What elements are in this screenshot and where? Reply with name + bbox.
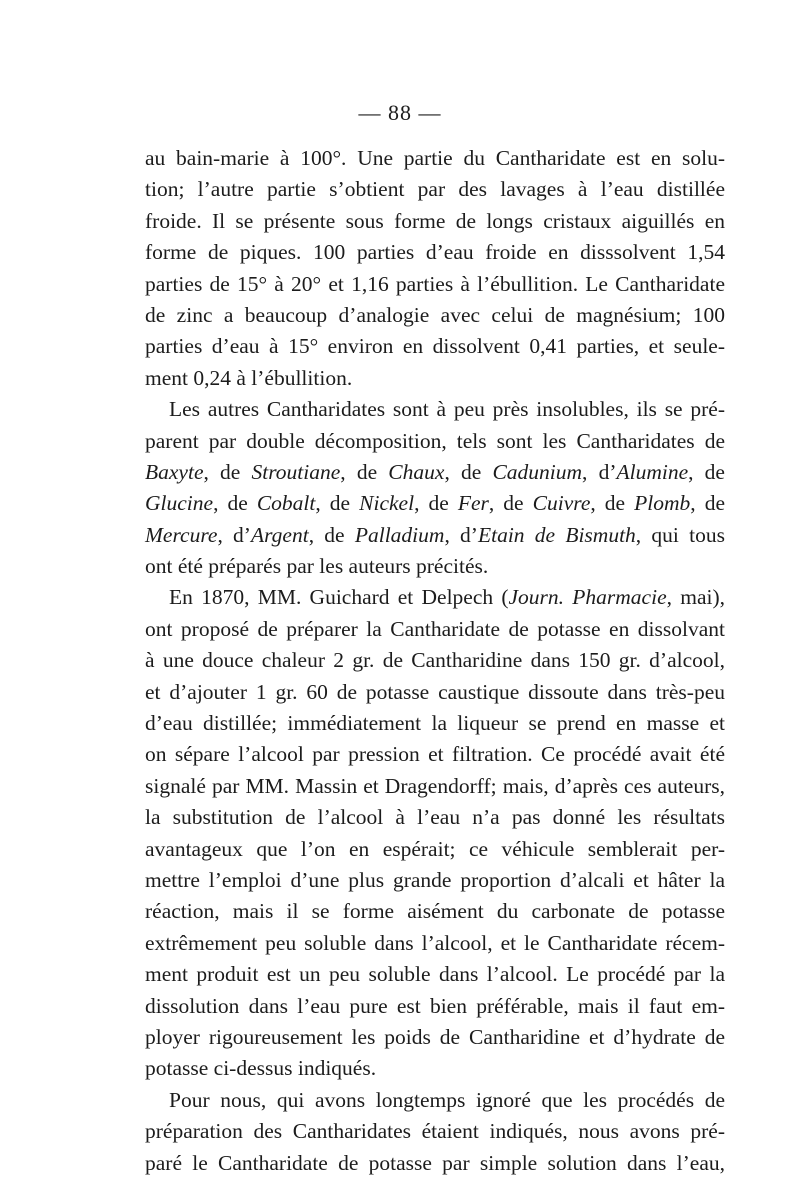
italic-term: Glucine bbox=[145, 491, 214, 516]
text-line bbox=[145, 331, 725, 362]
text-segment: , de bbox=[690, 491, 725, 516]
text-line bbox=[145, 928, 725, 959]
text-line bbox=[145, 1085, 725, 1116]
text-segment: En 1870, MM. Guichard et Delpech ( bbox=[169, 585, 509, 610]
italic-term: Alumine bbox=[616, 459, 689, 484]
text-segment: paré le Cantharidate de potasse par simple solution dans l’eau, bbox=[145, 1150, 725, 1175]
italic-term: Argent bbox=[250, 522, 309, 547]
italic-term: Fer bbox=[457, 491, 489, 516]
italic-term: Cadunium bbox=[492, 459, 583, 484]
text-segment: parties d’eau à 15° environ en dissolvent 0,41 parties, et seule- bbox=[145, 334, 725, 359]
text-segment: ment 0,24 à l’ébullition. bbox=[145, 365, 353, 390]
italic-term: Stroutiane bbox=[251, 459, 341, 484]
text-segment: , de bbox=[203, 459, 252, 484]
text-segment: ployer rigoureusement les poids de Cantharidine et d’hydrate de bbox=[145, 1024, 725, 1049]
italic-term: Baxyte bbox=[145, 459, 204, 484]
italic-term: Etain de Bismuth bbox=[477, 522, 636, 547]
text-line bbox=[145, 645, 725, 676]
text-segment: Les autres Cantharidates sont à peu près insolubles, ils se pré- bbox=[169, 397, 725, 422]
text-line bbox=[145, 991, 725, 1022]
text-line bbox=[145, 394, 725, 425]
text-line bbox=[145, 1022, 725, 1053]
text-line bbox=[145, 300, 725, 331]
text-segment: mettre l’emploi d’une plus grande proportion d’alcali et hâter la bbox=[145, 867, 725, 892]
text-segment: parent par double décomposition, tels sont les Cantharidates de bbox=[145, 428, 725, 453]
text-segment: , de bbox=[315, 491, 360, 516]
text-line bbox=[145, 896, 725, 927]
text-line bbox=[145, 739, 725, 770]
text-line bbox=[145, 1116, 725, 1147]
text-segment: la substitution de l’alcool à l’eau n’a pas donné les résultats bbox=[145, 805, 725, 830]
text-segment: , d’ bbox=[217, 522, 251, 547]
text-segment: forme de piques. 100 parties d’eau froide en disssolvent 1,54 bbox=[145, 240, 725, 265]
text-segment: au bain-marie à 100°. Une partie du Cantharidate est en solu- bbox=[145, 146, 725, 170]
text-line bbox=[145, 174, 725, 205]
text-segment: Pour nous, qui avons longtemps ignoré que les procédés de bbox=[169, 1087, 725, 1112]
text-segment: ont été préparés par les auteurs précités. bbox=[145, 554, 489, 579]
text-segment: , mai), bbox=[666, 585, 725, 610]
text-line bbox=[145, 959, 725, 990]
text-segment: on sépare l’alcool par pression et filtration. Ce procédé avait été bbox=[145, 742, 725, 767]
text-segment: réaction, mais il se forme aisément du carbonate de potasse bbox=[145, 899, 725, 924]
text-segment: ment produit est un peu soluble dans l’alcool. Le procédé par la bbox=[145, 962, 725, 987]
text-segment: signalé par MM. Massin et Dragendorff; mais, d’après ces auteurs, bbox=[145, 773, 725, 798]
italic-term: Palladium bbox=[354, 522, 445, 547]
text-line bbox=[145, 771, 725, 802]
text-line bbox=[145, 488, 725, 519]
text-line bbox=[145, 520, 725, 551]
italic-term: Journ. Pharmacie bbox=[508, 585, 667, 610]
text-line bbox=[145, 237, 725, 268]
text-line bbox=[145, 426, 725, 457]
text-segment: à une douce chaleur 2 gr. de Cantharidine dans 150 gr. d’alcool, bbox=[145, 648, 725, 673]
text-segment: , de bbox=[688, 459, 725, 484]
text-line bbox=[145, 614, 725, 645]
text-segment: , qui tous bbox=[635, 522, 725, 547]
text-segment: parties de 15° à 20° et 1,16 parties à l’ébullition. Le Cantharidate bbox=[145, 271, 725, 296]
text-line bbox=[145, 865, 725, 896]
text-line bbox=[145, 551, 725, 582]
text-segment: tion; l’autre partie s’obtient par des lavages à l’eau distillée bbox=[145, 177, 725, 202]
text-segment: , de bbox=[488, 491, 533, 516]
text-line bbox=[145, 363, 725, 394]
text-segment: , de bbox=[590, 491, 635, 516]
italic-term: Cobalt bbox=[256, 491, 316, 516]
text-segment: préparation des Cantharidates étaient indiqués, nous avons pré- bbox=[145, 1119, 725, 1144]
text-line bbox=[145, 206, 725, 237]
text-line bbox=[145, 802, 725, 833]
text-segment: , de bbox=[213, 491, 257, 516]
italic-term: Nickel bbox=[359, 491, 415, 516]
text-segment: , de bbox=[444, 459, 493, 484]
text-segment: , de bbox=[414, 491, 458, 516]
page-number: — 88 — bbox=[358, 100, 442, 125]
italic-term: Plomb bbox=[634, 491, 691, 516]
text-segment: avantageux que l’on en espérait; ce véhicule semblerait per- bbox=[145, 836, 725, 861]
text-line bbox=[145, 708, 725, 739]
text-segment: d’eau distillée; immédiatement la liqueur se prend en masse et bbox=[145, 711, 725, 736]
italic-term: Mercure bbox=[145, 522, 218, 547]
text-segment: potasse ci-dessus indiqués. bbox=[145, 1056, 377, 1081]
body-text bbox=[145, 143, 725, 1179]
text-line bbox=[145, 582, 725, 613]
text-line bbox=[145, 834, 725, 865]
text-segment: , de bbox=[340, 459, 389, 484]
italic-term: Cuivre bbox=[532, 491, 591, 516]
text-line bbox=[145, 457, 725, 488]
text-segment: dissolution dans l’eau pure est bien préférable, mais il faut em- bbox=[145, 993, 725, 1018]
text-segment: de zinc a beaucoup d’analogie avec celui de magnésium; 100 bbox=[145, 302, 725, 327]
text-segment: , de bbox=[308, 522, 355, 547]
text-segment: extrêmement peu soluble dans l’alcool, et le Cantharidate récem- bbox=[145, 930, 725, 955]
text-line bbox=[145, 677, 725, 708]
text-line bbox=[145, 269, 725, 300]
italic-term: Chaux bbox=[388, 459, 445, 484]
text-segment: ont proposé de préparer la Cantharidate de potasse en dissolvant bbox=[145, 616, 725, 641]
text-line bbox=[145, 1053, 725, 1084]
text-segment: , d’ bbox=[444, 522, 478, 547]
text-segment: froide. Il se présente sous forme de longs cristaux aiguillés en bbox=[145, 208, 725, 233]
text-line bbox=[145, 1148, 725, 1179]
text-segment: et d’ajouter 1 gr. 60 de potasse caustique dissoute dans très-peu bbox=[145, 679, 725, 704]
text-segment: , d’ bbox=[582, 459, 617, 484]
text-line bbox=[145, 143, 725, 174]
